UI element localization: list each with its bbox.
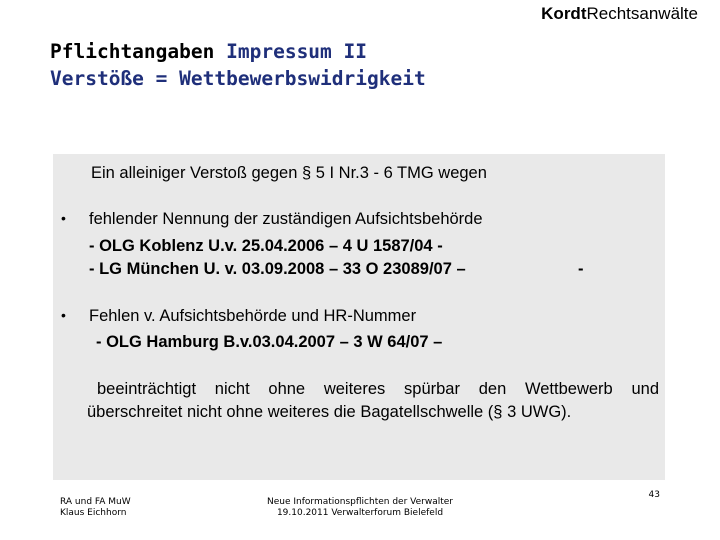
brand-name-rest: Rechtsanwälte (586, 4, 698, 23)
bullet-marker: • (61, 307, 66, 323)
bullet-marker: • (61, 210, 66, 226)
conclusion-rest: und überschreitet nicht ohne weiteres die Bagatellschwelle (§ 3 UWG). (87, 380, 659, 421)
bullet-ref-1-1: - OLG Koblenz U.v. 25.04.2006 – 4 U 1587/04 - (89, 237, 443, 255)
brand-name-bold: Kordt (541, 4, 587, 23)
footer-left-line2: Klaus Eichhorn (60, 508, 127, 518)
conclusion-text (87, 378, 659, 424)
footer-center-line2: 19.10.2011 Verwalterforum Bielefeld (276, 508, 444, 518)
title-line2: Verstöße = Wettbewerbswidrigkeit (50, 67, 426, 90)
bullet-ref-1-2: - LG München U. v. 03.09.2008 – 33 O 23089/07 – (89, 260, 466, 278)
title-line1-b: Impressum II (226, 40, 368, 63)
footer-center-line1: Neue Informationspflichten der Verwalter (267, 497, 453, 507)
footer-left (60, 497, 131, 519)
bullet-ref-2-1: - OLG Hamburg B.v.03.04.2007 – 3 W 64/07 – (96, 333, 443, 351)
title-line1-a: Pflichtangaben (50, 40, 215, 63)
bullet-text-1: fehlender Nennung der zuständigen Aufsichtsbehörde (89, 210, 483, 228)
footer-center (252, 497, 468, 519)
footer-left-line1: RA und FA MuW (60, 497, 131, 507)
bullet-text-2: Fehlen v. Aufsichtsbehörde und HR-Nummer (89, 307, 417, 325)
intro-text: Ein alleiniger Verstoß gegen § 5 I Nr.3 - 6 TMG wegen (91, 164, 487, 182)
conclusion-first: beeinträchtigt nicht ohne weiteres spürbar den Wettbewerb (97, 380, 613, 398)
brand-logo (541, 4, 698, 24)
bullet-trailing-dash: - (578, 260, 584, 278)
slide-title (50, 38, 426, 92)
page-number: 43 (648, 490, 660, 500)
